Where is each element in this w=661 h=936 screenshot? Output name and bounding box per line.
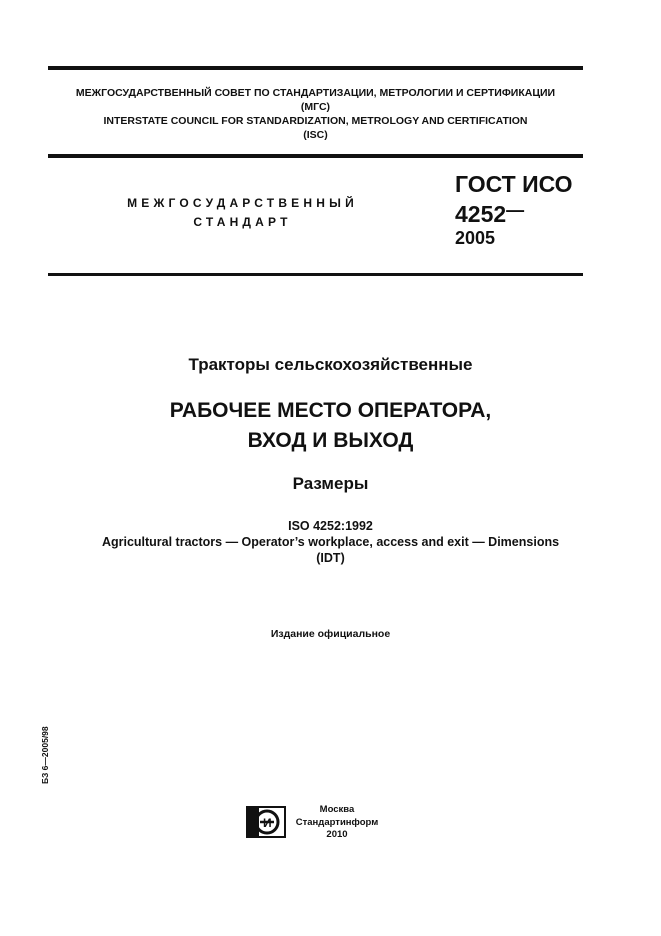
svg-text:И: И xyxy=(263,816,272,830)
standard-type-label xyxy=(100,194,385,232)
english-title: Agricultural tractors — Operator’s workplace, access and exit — Dimensions xyxy=(101,535,560,549)
standard-designation xyxy=(455,171,573,249)
document-part: Размеры xyxy=(292,474,369,493)
publication-year: 2010 xyxy=(326,829,348,840)
council-name-ru: МЕЖГОСУДАРСТВЕННЫЙ СОВЕТ ПО СТАНДАРТИЗАЦИИ, МЕТРОЛОГИИ И СЕРТИФИКАЦИИ xyxy=(75,87,556,99)
designation-year: 2005 xyxy=(455,228,496,248)
publisher-city: Москва xyxy=(319,804,355,815)
standard-type-line1: МЕЖГОСУДАРСТВЕННЫЙ xyxy=(127,196,358,210)
document-title xyxy=(0,396,661,456)
iso-number: ISO 4252:1992 xyxy=(288,519,373,533)
top-rule xyxy=(48,66,583,70)
council-abbr-en: (ISC) xyxy=(303,129,328,141)
designation-number: 4252 xyxy=(455,201,507,227)
council-abbr-ru: (МГС) xyxy=(300,101,331,113)
document-title-line1: РАБОЧЕЕ МЕСТО ОПЕРАТОРА, xyxy=(169,399,492,422)
international-reference xyxy=(0,518,661,566)
document-subtitle: Тракторы сельскохозяйственные xyxy=(188,355,473,374)
standartinform-logo-svg xyxy=(246,806,286,838)
standartinform-logo-icon xyxy=(246,806,286,838)
council-header xyxy=(48,86,583,142)
equivalence-degree: (IDT) xyxy=(316,551,345,565)
publisher-block xyxy=(292,804,382,842)
publisher-name: Стандартинформ xyxy=(295,816,379,828)
standard-type-line2: СТАНДАРТ xyxy=(193,215,292,229)
designation-number-line xyxy=(455,197,573,227)
designation-prefix: ГОСТ ИСО xyxy=(455,171,573,197)
side-catalog-code: БЗ 6—2005/98 xyxy=(40,726,50,784)
designation-dash: — xyxy=(506,200,525,220)
designation-rule xyxy=(48,273,583,276)
edition-note: Издание официальное xyxy=(270,628,391,640)
council-name-en: INTERSTATE COUNCIL FOR STANDARDIZATION, METROLOGY AND CERTIFICATION xyxy=(103,115,528,127)
header-rule xyxy=(48,154,583,158)
document-title-line2: ВХОД И ВЫХОД xyxy=(247,429,414,452)
